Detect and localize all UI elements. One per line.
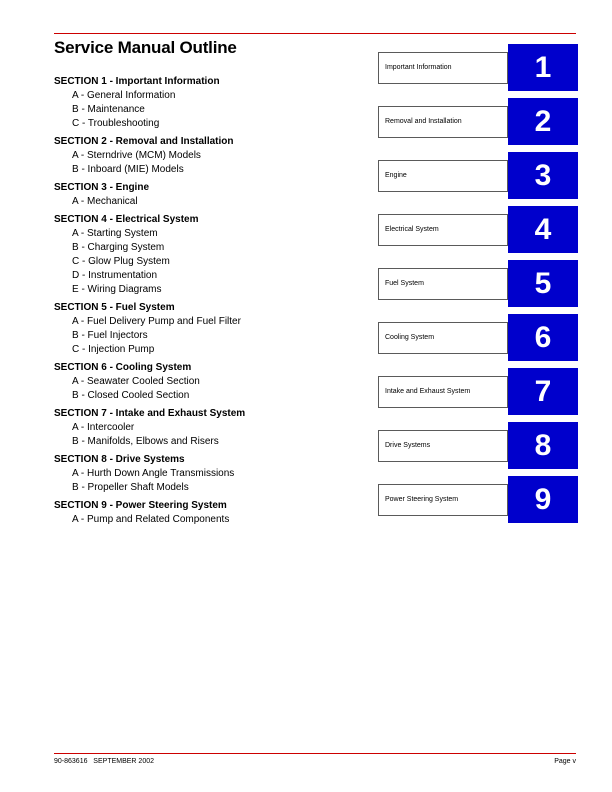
bottom-rule — [54, 753, 576, 754]
tab-number: 6 — [508, 314, 578, 361]
subsection-item[interactable]: A - Fuel Delivery Pump and Fuel Filter — [72, 316, 241, 327]
outline-section-7 — [54, 407, 354, 449]
tab-label: Electrical System — [378, 214, 508, 246]
tab-number: 1 — [508, 44, 578, 91]
subsection-item[interactable]: A - Intercooler — [72, 422, 135, 433]
tab-label: Drive Systems — [378, 430, 508, 462]
outline-section-1 — [54, 75, 354, 131]
tab-number: 5 — [508, 260, 578, 307]
section-heading[interactable]: SECTION 5 - Fuel System — [54, 302, 175, 313]
subsection-item[interactable]: A - Hurth Down Angle Transmissions — [72, 468, 235, 479]
section-tab-2[interactable] — [378, 98, 578, 145]
section-heading[interactable]: SECTION 8 - Drive Systems — [54, 454, 185, 465]
section-heading[interactable]: SECTION 2 - Removal and Installation — [54, 136, 234, 147]
section-heading[interactable]: SECTION 1 - Important Information — [54, 76, 220, 87]
subsection-item[interactable]: B - Manifolds, Elbows and Risers — [72, 436, 219, 447]
subsection-item[interactable]: D - Instrumentation — [72, 270, 158, 281]
section-tab-4[interactable] — [378, 206, 578, 253]
subsection-item[interactable]: B - Charging System — [72, 242, 165, 253]
tab-label: Intake and Exhaust System — [378, 376, 508, 408]
tab-label: Important Information — [378, 52, 508, 84]
tab-number: 7 — [508, 368, 578, 415]
tab-number: 8 — [508, 422, 578, 469]
tab-label: Power Steering System — [378, 484, 508, 516]
subsection-item[interactable]: C - Troubleshooting — [72, 118, 160, 129]
subsection-item[interactable]: E - Wiring Diagrams — [72, 284, 162, 295]
section-heading[interactable]: SECTION 4 - Electrical System — [54, 214, 199, 225]
section-heading[interactable]: SECTION 7 - Intake and Exhaust System — [54, 408, 246, 419]
subsection-item[interactable]: B - Maintenance — [72, 104, 145, 115]
section-tab-5[interactable] — [378, 260, 578, 307]
page-title: Service Manual Outline — [54, 38, 237, 57]
subsection-item[interactable]: B - Propeller Shaft Models — [72, 482, 189, 493]
subsection-item[interactable]: C - Glow Plug System — [72, 256, 170, 267]
outline-section-2 — [54, 135, 354, 177]
section-heading[interactable]: SECTION 3 - Engine — [54, 182, 150, 193]
outline-section-4 — [54, 213, 354, 297]
section-tab-8[interactable] — [378, 422, 578, 469]
section-heading[interactable]: SECTION 6 - Cooling System — [54, 362, 192, 373]
section-tab-3[interactable] — [378, 152, 578, 199]
outline-section-8 — [54, 453, 354, 495]
section-tab-1[interactable] — [378, 44, 578, 91]
outline-section-9 — [54, 499, 354, 527]
subsection-item[interactable]: A - Starting System — [72, 228, 158, 239]
tab-number: 9 — [508, 476, 578, 523]
tab-label: Fuel System — [378, 268, 508, 300]
subsection-item[interactable]: C - Injection Pump — [72, 344, 155, 355]
section-tab-9[interactable] — [378, 476, 578, 523]
tab-label: Cooling System — [378, 322, 508, 354]
outline-section-5 — [54, 301, 354, 357]
footer-doc-info: 90-863616 SEPTEMBER 2002 — [54, 758, 155, 765]
subsection-item[interactable]: B - Inboard (MIE) Models — [72, 164, 184, 175]
subsection-item[interactable]: B - Fuel Injectors — [72, 330, 148, 341]
subsection-item[interactable]: A - Sterndrive (MCM) Models — [72, 150, 201, 161]
section-tab-6[interactable] — [378, 314, 578, 361]
tab-number: 4 — [508, 206, 578, 253]
subsection-item[interactable]: A - Pump and Related Components — [72, 514, 230, 525]
footer-page-number: Page v — [554, 758, 576, 765]
section-tab-7[interactable] — [378, 368, 578, 415]
tab-label: Engine — [378, 160, 508, 192]
tab-number: 3 — [508, 152, 578, 199]
outline-section-3 — [54, 181, 354, 209]
tab-label: Removal and Installation — [378, 106, 508, 138]
tab-number: 2 — [508, 98, 578, 145]
section-outline — [54, 75, 354, 531]
subsection-item[interactable]: A - Seawater Cooled Section — [72, 376, 200, 387]
section-tabs — [378, 44, 578, 530]
section-heading[interactable]: SECTION 9 - Power Steering System — [54, 500, 227, 511]
subsection-item[interactable]: A - Mechanical — [72, 196, 138, 207]
top-rule — [54, 33, 576, 34]
subsection-item[interactable]: A - General Information — [72, 90, 176, 101]
outline-section-6 — [54, 361, 354, 403]
subsection-item[interactable]: B - Closed Cooled Section — [72, 390, 190, 401]
